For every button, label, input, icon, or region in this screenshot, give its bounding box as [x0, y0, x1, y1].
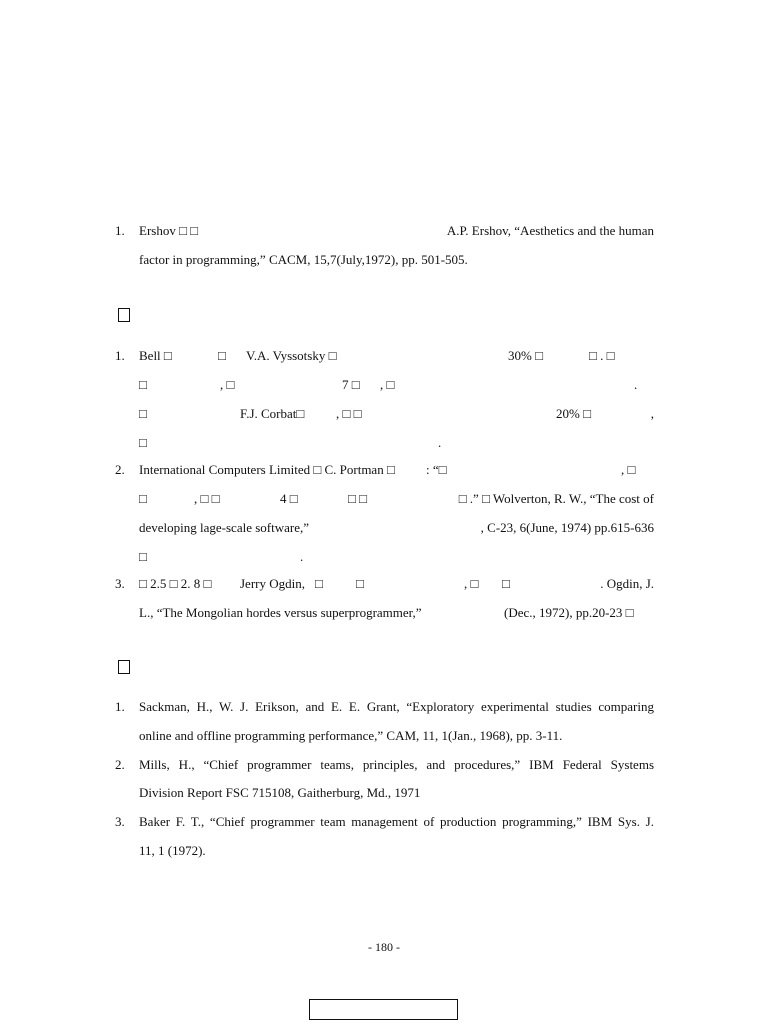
item-text: , □ [220, 377, 235, 392]
item-text: , □ [464, 576, 479, 591]
list-item-continuation [112, 519, 654, 537]
item-text: A.P. Ershov, “Aesthetics and the human [446, 223, 654, 238]
item-text: □ [139, 435, 147, 450]
item-number: 3. [115, 814, 125, 829]
list-item [112, 698, 654, 716]
list-item-continuation [112, 251, 654, 269]
item-text: International Computers Limited □ C. Portman □ [139, 462, 395, 477]
list-item-continuation [112, 604, 654, 622]
item-text: online and offline programming performance,” CAM, 11, 1(Jan., 1968), pp. 3-11. [139, 728, 563, 743]
list-item-continuation [112, 434, 654, 452]
item-text: □ [218, 348, 226, 363]
item-text: □ [139, 377, 147, 392]
item-text: . Ogdin, J. [600, 576, 654, 591]
item-text: . [300, 549, 304, 564]
item-text: □ [356, 576, 364, 591]
list-item-continuation [112, 405, 654, 423]
item-text: Bell □ [139, 348, 172, 363]
item-text: □ [502, 576, 510, 591]
list-item [112, 813, 654, 831]
list-item-continuation [112, 490, 654, 508]
list-item-continuation [112, 376, 654, 394]
item-text: □ [315, 576, 323, 591]
item-text: , □ □ [336, 406, 362, 421]
list-item [112, 222, 654, 240]
list-item [112, 347, 654, 365]
item-text: □ □ [348, 491, 367, 506]
item-number: 1. [115, 699, 125, 714]
item-text: □ [139, 549, 147, 564]
list-item [112, 756, 654, 774]
item-text: 7 □ [342, 377, 360, 392]
item-text: . [438, 435, 442, 450]
item-text: , □ □ [194, 491, 220, 506]
item-text: factor in programming,” CACM, 15,7(July,1972), pp. 501-505. [139, 252, 468, 267]
list-item-continuation [112, 784, 654, 802]
footer-box [309, 999, 458, 1020]
list-item [112, 575, 654, 593]
section-b-marker [118, 308, 130, 322]
item-text: 30% □ [508, 348, 543, 363]
item-text: F.J. Corbat□ [240, 406, 305, 421]
list-item-continuation [112, 842, 654, 860]
item-text: Baker F. T., “Chief programmer team management of production programming,” IBM Sys. J. [139, 814, 654, 829]
item-number: 1. [115, 348, 125, 363]
item-text: □ .” □ Wolverton, R. W., “The cost of [458, 491, 654, 506]
item-text: . [634, 377, 638, 392]
item-text: : “□ [426, 462, 447, 477]
page-number: - 180 - [368, 940, 400, 954]
section-c-marker [118, 660, 130, 674]
item-number: 3. [115, 576, 125, 591]
item-text: Division Report FSC 715108, Gaitherburg, Md., 1971 [139, 785, 421, 800]
item-text: 20% □ [556, 406, 591, 421]
item-text: Sackman, H., W. J. Erikson, and E. E. Grant, “Exploratory experimental studies comparing [139, 699, 654, 714]
item-text: developing lage-scale software,” [139, 520, 310, 535]
item-text: , □ [621, 462, 636, 477]
item-text: □ [139, 406, 147, 421]
item-text: □ . □ [589, 348, 615, 363]
item-text: L., “The Mongolian hordes versus superprogrammer,” [139, 605, 422, 620]
item-text: Jerry Ogdin, [240, 576, 305, 591]
list-item-continuation [112, 548, 654, 566]
item-text: □ 2.5 □ 2. 8 □ [139, 576, 212, 591]
item-text: , C-23, 6(June, 1974) pp.615-636 [480, 520, 654, 535]
item-number: 1. [115, 223, 125, 238]
item-number: 2. [115, 462, 125, 477]
item-text: V.A. Vyssotsky □ [246, 348, 337, 363]
item-text: (Dec., 1972), pp.20-23 □ [504, 605, 634, 620]
item-text: Mills, H., “Chief programmer teams, principles, and procedures,” IBM Federal Systems [139, 757, 654, 772]
item-number: 2. [115, 757, 125, 772]
item-text: Ershov □ □ [139, 223, 199, 238]
item-text: , □ [380, 377, 395, 392]
item-text: 4 □ [280, 491, 298, 506]
item-text: □ [139, 491, 147, 506]
item-text: , [650, 406, 654, 421]
list-item-continuation [112, 727, 654, 745]
item-text: 11, 1 (1972). [139, 843, 206, 858]
list-item [112, 461, 654, 479]
